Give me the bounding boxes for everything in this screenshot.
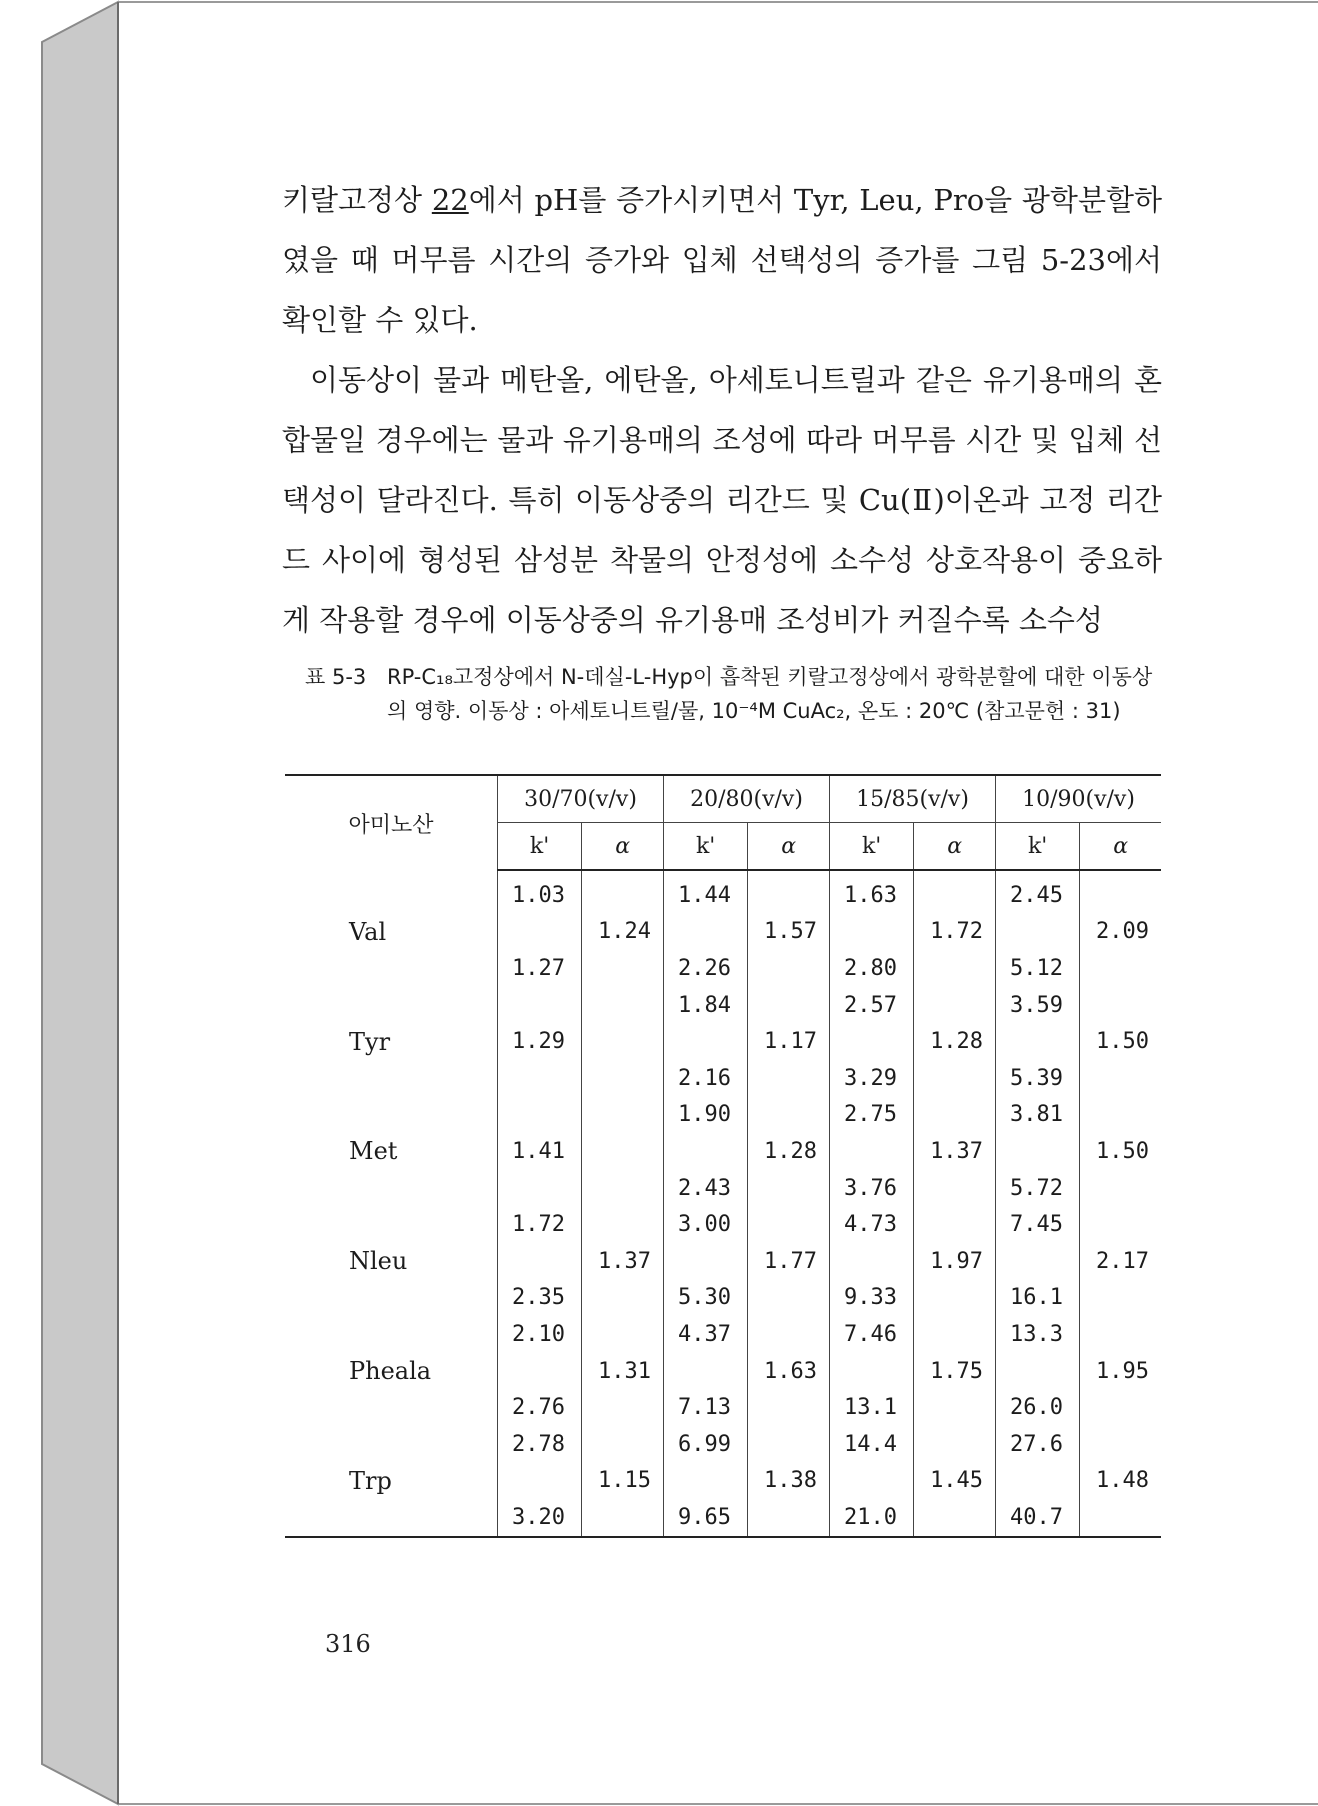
- alpha-value-cell: [1080, 1060, 1161, 1097]
- amino-acid-name: [285, 987, 498, 1024]
- alpha-value-cell: [748, 1426, 830, 1463]
- alpha-value-cell: [582, 950, 664, 987]
- k-value-cell: 27.6: [996, 1426, 1080, 1463]
- table-row: [285, 1023, 1161, 1060]
- k-value-cell: [830, 1353, 914, 1390]
- alpha-value-cell: [582, 1097, 664, 1134]
- k-value-cell: 40.7: [996, 1499, 1080, 1537]
- alpha-header: α: [1080, 823, 1161, 871]
- alpha-value-cell: 1.28: [748, 1133, 830, 1170]
- alpha-value-cell: [914, 1097, 996, 1134]
- group-header: 20/80(v/v): [664, 775, 830, 823]
- k-value-cell: [498, 1463, 582, 1500]
- alpha-value-cell: [914, 870, 996, 914]
- data-table: [285, 774, 1161, 1538]
- k-value-cell: 3.81: [996, 1097, 1080, 1134]
- alpha-value-cell: 2.09: [1080, 914, 1161, 951]
- alpha-value-cell: 1.57: [748, 914, 830, 951]
- table-row: [285, 1133, 1161, 1170]
- k-value-cell: 13.3: [996, 1316, 1080, 1353]
- alpha-value-cell: [748, 950, 830, 987]
- alpha-value-cell: [1080, 987, 1161, 1024]
- alpha-value-cell: [1080, 1389, 1161, 1426]
- k-value-cell: 5.12: [996, 950, 1080, 987]
- k-value-cell: 1.27: [498, 950, 582, 987]
- k-value-cell: 3.76: [830, 1170, 914, 1207]
- alpha-value-cell: [582, 1023, 664, 1060]
- k-value-cell: 2.35: [498, 1280, 582, 1317]
- k-value-cell: [664, 1353, 748, 1390]
- amino-acid-name: Trp: [349, 1466, 392, 1495]
- alpha-value-cell: [1080, 1170, 1161, 1207]
- alpha-value-cell: [1080, 1426, 1161, 1463]
- alpha-value-cell: 1.38: [748, 1463, 830, 1500]
- k-value-cell: 4.73: [830, 1206, 914, 1243]
- amino-acid-name: [285, 1499, 498, 1537]
- k-value-cell: 1.90: [664, 1097, 748, 1134]
- group-header: 15/85(v/v): [830, 775, 996, 823]
- alpha-value-cell: 1.48: [1080, 1463, 1161, 1500]
- alpha-value-cell: [748, 1170, 830, 1207]
- k-value-cell: [498, 1060, 582, 1097]
- paragraph-1-start: 키랄고정상: [282, 183, 432, 217]
- page-number: 316: [325, 1630, 371, 1658]
- k-value-cell: [664, 1133, 748, 1170]
- alpha-header: α: [914, 823, 996, 871]
- alpha-value-cell: 1.77: [748, 1243, 830, 1280]
- alpha-value-cell: 1.15: [582, 1463, 664, 1500]
- table-row: [285, 1060, 1161, 1097]
- k-value-cell: 5.72: [996, 1170, 1080, 1207]
- k-header: k': [498, 823, 582, 871]
- alpha-value-cell: 1.97: [914, 1243, 996, 1280]
- table-row: [285, 1280, 1161, 1317]
- paragraph-1: [282, 170, 1162, 350]
- alpha-value-cell: 1.75: [914, 1353, 996, 1390]
- k-value-cell: 1.84: [664, 987, 748, 1024]
- paragraph-1-rest: 에서 pH를 증가시키면서 Tyr, Leu, Pro을 광학분할하였을 때 머무름 시간의 증가와 입체 선택성의 증가를 그림 5-23에서 확인할 수 있다.: [282, 183, 1162, 337]
- k-header: k': [996, 823, 1080, 871]
- alpha-value-cell: 1.63: [748, 1353, 830, 1390]
- k-value-cell: 7.45: [996, 1206, 1080, 1243]
- k-header: k': [664, 823, 748, 871]
- alpha-value-cell: 1.28: [914, 1023, 996, 1060]
- table-row: [285, 1353, 1161, 1390]
- amino-acid-header: 아미노산: [285, 775, 498, 870]
- alpha-value-cell: [748, 1097, 830, 1134]
- amino-acid-name: Tyr: [349, 1027, 391, 1056]
- amino-acid-name: [285, 1316, 498, 1353]
- alpha-value-cell: [582, 1060, 664, 1097]
- k-value-cell: [996, 1463, 1080, 1500]
- alpha-value-cell: [1080, 1097, 1161, 1134]
- k-value-cell: 6.99: [664, 1426, 748, 1463]
- k-value-cell: 7.46: [830, 1316, 914, 1353]
- k-value-cell: 3.00: [664, 1206, 748, 1243]
- k-value-cell: [830, 914, 914, 951]
- k-value-cell: 1.63: [830, 870, 914, 914]
- alpha-value-cell: 1.50: [1080, 1023, 1161, 1060]
- alpha-value-cell: [582, 1316, 664, 1353]
- k-value-cell: [664, 1243, 748, 1280]
- k-value-cell: 2.26: [664, 950, 748, 987]
- amino-acid-name: [285, 870, 498, 914]
- k-value-cell: 3.59: [996, 987, 1080, 1024]
- k-value-cell: 2.80: [830, 950, 914, 987]
- amino-acid-name: [285, 1206, 498, 1243]
- alpha-value-cell: [914, 1170, 996, 1207]
- alpha-value-cell: [1080, 950, 1161, 987]
- data-table-container: [285, 774, 1161, 1538]
- k-value-cell: 2.43: [664, 1170, 748, 1207]
- k-value-cell: 1.29: [498, 1023, 582, 1060]
- alpha-value-cell: [914, 1426, 996, 1463]
- alpha-header: α: [582, 823, 664, 871]
- k-value-cell: 9.65: [664, 1499, 748, 1537]
- alpha-header: α: [748, 823, 830, 871]
- table-row: [285, 914, 1161, 951]
- k-value-cell: [498, 914, 582, 951]
- table-row: [285, 1463, 1161, 1500]
- k-value-cell: [664, 1023, 748, 1060]
- alpha-value-cell: [748, 1206, 830, 1243]
- amino-acid-name: [285, 950, 498, 987]
- k-value-cell: 2.57: [830, 987, 914, 1024]
- k-value-cell: 2.45: [996, 870, 1080, 914]
- alpha-value-cell: [748, 1316, 830, 1353]
- amino-acid-name: Nleu: [349, 1247, 408, 1276]
- alpha-value-cell: [748, 1389, 830, 1426]
- table-row: [285, 1243, 1161, 1280]
- k-value-cell: 2.78: [498, 1426, 582, 1463]
- alpha-value-cell: [1080, 1280, 1161, 1317]
- k-value-cell: [996, 1243, 1080, 1280]
- k-value-cell: 1.44: [664, 870, 748, 914]
- table-row: [285, 1389, 1161, 1426]
- k-value-cell: 5.39: [996, 1060, 1080, 1097]
- k-value-cell: 26.0: [996, 1389, 1080, 1426]
- k-value-cell: [498, 1097, 582, 1134]
- alpha-value-cell: [748, 1060, 830, 1097]
- alpha-value-cell: 1.17: [748, 1023, 830, 1060]
- k-value-cell: 3.29: [830, 1060, 914, 1097]
- alpha-value-cell: [914, 1499, 996, 1537]
- table-row: [285, 1206, 1161, 1243]
- alpha-value-cell: 1.95: [1080, 1353, 1161, 1390]
- k-value-cell: 7.13: [664, 1389, 748, 1426]
- alpha-value-cell: [748, 987, 830, 1024]
- amino-acid-name: [285, 1060, 498, 1097]
- k-value-cell: [664, 1463, 748, 1500]
- alpha-value-cell: [914, 1060, 996, 1097]
- group-header: 30/70(v/v): [498, 775, 664, 823]
- k-value-cell: 9.33: [830, 1280, 914, 1317]
- table-row: [285, 950, 1161, 987]
- k-value-cell: 21.0: [830, 1499, 914, 1537]
- alpha-value-cell: 1.50: [1080, 1133, 1161, 1170]
- k-value-cell: 2.76: [498, 1389, 582, 1426]
- alpha-value-cell: 1.37: [914, 1133, 996, 1170]
- alpha-value-cell: [914, 950, 996, 987]
- alpha-value-cell: [582, 1206, 664, 1243]
- alpha-value-cell: [1080, 870, 1161, 914]
- alpha-value-cell: 1.45: [914, 1463, 996, 1500]
- table-row: [285, 1426, 1161, 1463]
- k-value-cell: 3.20: [498, 1499, 582, 1537]
- table-row: [285, 1097, 1161, 1134]
- alpha-value-cell: [582, 870, 664, 914]
- paragraph-2: 이동상이 물과 메탄올, 에탄올, 아세토니트릴과 같은 유기용매의 혼합물일 경우에는 물과 유기용매의 조성에 따라 머무름 시간 및 입체 선택성이 달라진다. 특히 이동상중의 리간드 및 Cu(Ⅱ)이온과 고정 리간드 사이에 형성된 삼성분 착물의 안정성에 소수성 상호작용이 중요하게 작용할 경우에 이동상중의 유기용매 조성비가 커질수록 소수성: [282, 363, 1162, 637]
- alpha-value-cell: [582, 1133, 664, 1170]
- table-caption-label: 표 5-3: [305, 665, 367, 689]
- amino-acid-name: [285, 1170, 498, 1207]
- k-value-cell: [996, 1023, 1080, 1060]
- alpha-value-cell: [582, 1170, 664, 1207]
- k-value-cell: 14.4: [830, 1426, 914, 1463]
- table-row: [285, 1499, 1161, 1537]
- table-row: [285, 1170, 1161, 1207]
- k-value-cell: 13.1: [830, 1389, 914, 1426]
- alpha-value-cell: [582, 1389, 664, 1426]
- amino-acid-name: [285, 1097, 498, 1134]
- k-header: k': [830, 823, 914, 871]
- alpha-value-cell: [914, 1206, 996, 1243]
- alpha-value-cell: [582, 987, 664, 1024]
- k-value-cell: 1.41: [498, 1133, 582, 1170]
- body-text: [282, 170, 1162, 650]
- k-value-cell: [830, 1133, 914, 1170]
- amino-acid-name: [285, 1389, 498, 1426]
- k-value-cell: [996, 1353, 1080, 1390]
- k-value-cell: [996, 914, 1080, 951]
- reference-number: 22: [431, 183, 469, 217]
- alpha-value-cell: 1.24: [582, 914, 664, 951]
- k-value-cell: [830, 1023, 914, 1060]
- table-row: [285, 870, 1161, 914]
- alpha-value-cell: 1.31: [582, 1353, 664, 1390]
- k-value-cell: [498, 987, 582, 1024]
- alpha-value-cell: 1.37: [582, 1243, 664, 1280]
- k-value-cell: [664, 914, 748, 951]
- k-value-cell: [498, 1353, 582, 1390]
- k-value-cell: 5.30: [664, 1280, 748, 1317]
- k-value-cell: [830, 1243, 914, 1280]
- table-header-row-groups: [285, 775, 1161, 823]
- amino-acid-name: Met: [349, 1137, 398, 1166]
- amino-acid-name: Val: [349, 917, 387, 946]
- table-row: [285, 1316, 1161, 1353]
- alpha-value-cell: [748, 1280, 830, 1317]
- amino-acid-name: [285, 1426, 498, 1463]
- k-value-cell: [996, 1133, 1080, 1170]
- alpha-value-cell: [582, 1426, 664, 1463]
- alpha-value-cell: [1080, 1499, 1161, 1537]
- alpha-value-cell: [914, 987, 996, 1024]
- k-value-cell: [830, 1463, 914, 1500]
- table-row: [285, 987, 1161, 1024]
- k-value-cell: 2.75: [830, 1097, 914, 1134]
- k-value-cell: 1.03: [498, 870, 582, 914]
- alpha-value-cell: [1080, 1206, 1161, 1243]
- k-value-cell: 2.10: [498, 1316, 582, 1353]
- alpha-value-cell: [914, 1316, 996, 1353]
- alpha-value-cell: [1080, 1316, 1161, 1353]
- k-value-cell: 1.72: [498, 1206, 582, 1243]
- alpha-value-cell: [748, 1499, 830, 1537]
- table-caption-text: RP-C₁₈고정상에서 N-데실-L-Hyp이 흡착된 키랄고정상에서 광학분할에 대한 이동상의 영향. 이동상 : 아세토니트릴/물, 10⁻⁴M CuAc₂, 온도 : 20℃ (참고문헌 : 31): [387, 665, 1153, 723]
- table-body: [285, 870, 1161, 1537]
- k-value-cell: [498, 1170, 582, 1207]
- alpha-value-cell: [914, 1389, 996, 1426]
- amino-acid-name: Pheala: [349, 1357, 432, 1386]
- k-value-cell: 4.37: [664, 1316, 748, 1353]
- alpha-value-cell: [748, 870, 830, 914]
- amino-acid-name: [285, 1280, 498, 1317]
- alpha-value-cell: [582, 1499, 664, 1537]
- alpha-value-cell: 1.72: [914, 914, 996, 951]
- alpha-value-cell: 2.17: [1080, 1243, 1161, 1280]
- k-value-cell: [498, 1243, 582, 1280]
- k-value-cell: 16.1: [996, 1280, 1080, 1317]
- alpha-value-cell: [582, 1280, 664, 1317]
- group-header: 10/90(v/v): [996, 775, 1161, 823]
- alpha-value-cell: [914, 1280, 996, 1317]
- k-value-cell: 2.16: [664, 1060, 748, 1097]
